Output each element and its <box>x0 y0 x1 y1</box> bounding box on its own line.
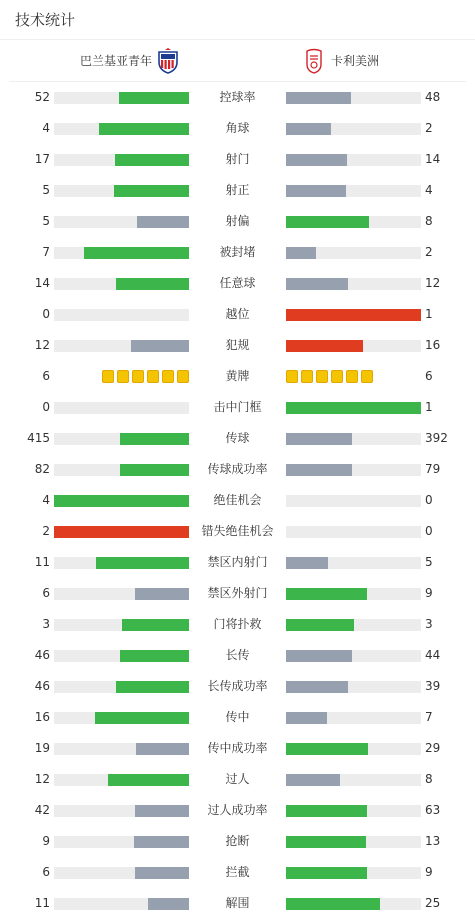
yellow-card-icon <box>177 370 189 383</box>
away-value: 63 <box>425 803 441 817</box>
home-bar <box>116 278 189 290</box>
stat-row <box>0 144 475 175</box>
home-bar <box>137 216 189 228</box>
yellow-card-icon <box>286 370 298 383</box>
away-bar-track <box>286 92 421 104</box>
away-value: 79 <box>425 462 441 476</box>
stat-row <box>0 299 475 330</box>
stat-label: 犯规 <box>225 338 250 352</box>
away-bar-track <box>286 805 421 817</box>
home-bar-track <box>54 340 189 352</box>
home-bar-track <box>54 836 189 848</box>
home-value: 42 <box>34 803 50 817</box>
away-value: 8 <box>425 214 433 228</box>
stat-label: 任意球 <box>219 276 256 290</box>
yellow-card-icon <box>331 370 343 383</box>
away-bar-track <box>286 681 421 693</box>
home-bar-track <box>54 185 189 197</box>
away-value: 48 <box>425 90 441 104</box>
away-bar-track <box>286 433 421 445</box>
yellow-card-icon <box>132 370 144 383</box>
stat-row <box>0 764 475 795</box>
home-value: 4 <box>42 493 50 507</box>
stat-label: 门将扑救 <box>213 617 262 631</box>
away-bar-track <box>286 216 421 228</box>
home-value: 6 <box>42 369 50 383</box>
stat-label: 传中 <box>225 710 250 724</box>
away-bar <box>286 309 421 321</box>
away-bar <box>286 712 327 724</box>
stat-label: 解围 <box>225 896 250 910</box>
away-bar-track <box>286 712 421 724</box>
away-bar-track <box>286 774 421 786</box>
home-bar <box>136 743 189 755</box>
away-bar-track <box>286 402 421 414</box>
home-bar-track <box>54 867 189 879</box>
home-value: 7 <box>42 245 50 259</box>
stat-row <box>0 361 475 392</box>
away-value: 5 <box>425 555 433 569</box>
home-bar-track <box>54 588 189 600</box>
home-bar <box>120 464 189 476</box>
home-value: 5 <box>42 183 50 197</box>
stat-row <box>0 175 475 206</box>
home-bar-track <box>54 402 189 414</box>
home-bar <box>135 867 189 879</box>
home-bar-track <box>54 898 189 910</box>
stat-row <box>0 857 475 888</box>
home-bar-track <box>54 92 189 104</box>
stat-label: 射偏 <box>225 214 250 228</box>
stat-row <box>0 795 475 826</box>
home-bar <box>115 154 189 166</box>
home-bar-track <box>54 216 189 228</box>
home-bar <box>120 650 189 662</box>
home-bar-track <box>54 433 189 445</box>
away-value: 1 <box>425 307 433 321</box>
stat-label: 过人成功率 <box>207 803 268 817</box>
away-bar <box>286 340 363 352</box>
away-bar-track <box>286 526 421 538</box>
stat-row <box>0 733 475 764</box>
home-value: 17 <box>34 152 50 166</box>
home-value: 14 <box>34 276 50 290</box>
away-value: 44 <box>425 648 441 662</box>
home-value: 16 <box>34 710 50 724</box>
away-bar-track <box>286 495 421 507</box>
home-team-crest-icon <box>157 48 179 74</box>
home-value: 9 <box>42 834 50 848</box>
home-bar-track <box>54 309 189 321</box>
away-bar-track <box>286 123 421 135</box>
home-bar <box>122 619 190 631</box>
stat-row <box>0 547 475 578</box>
away-value: 14 <box>425 152 441 166</box>
away-value: 392 <box>425 431 448 445</box>
stat-label: 传球成功率 <box>207 462 268 476</box>
home-bar-track <box>54 557 189 569</box>
away-bar <box>286 464 352 476</box>
stat-row <box>0 671 475 702</box>
away-bar <box>286 681 348 693</box>
away-bar <box>286 557 328 569</box>
home-bar-track <box>54 619 189 631</box>
stat-label: 错失绝佳机会 <box>201 524 274 538</box>
yellow-card-icon <box>162 370 174 383</box>
stat-row <box>0 516 475 547</box>
home-bar <box>135 588 189 600</box>
home-bar <box>96 557 189 569</box>
yellow-card-icon <box>102 370 114 383</box>
home-bar-track <box>54 495 189 507</box>
home-bar <box>116 681 189 693</box>
away-bar <box>286 123 331 135</box>
away-bar-track <box>286 309 421 321</box>
stat-label: 绝佳机会 <box>213 493 262 507</box>
home-bar-track <box>54 805 189 817</box>
stat-row <box>0 578 475 609</box>
stat-label: 被封堵 <box>219 245 256 259</box>
home-bar-track <box>54 123 189 135</box>
stat-label: 黄牌 <box>225 369 250 383</box>
home-bar-track <box>54 278 189 290</box>
home-bar <box>148 898 189 910</box>
home-bar-track <box>54 247 189 259</box>
away-value: 2 <box>425 121 433 135</box>
away-value: 1 <box>425 400 433 414</box>
away-bar <box>286 154 347 166</box>
stat-label: 控球率 <box>219 90 256 104</box>
away-bar-track <box>286 898 421 910</box>
stat-label: 禁区外射门 <box>207 586 268 600</box>
stat-row <box>0 206 475 237</box>
away-team-name: 卡利美洲 <box>331 54 380 68</box>
away-bar-track <box>286 247 421 259</box>
home-bar-track <box>54 743 189 755</box>
away-bar <box>286 92 351 104</box>
away-bar-track <box>286 557 421 569</box>
home-bar-track <box>54 650 189 662</box>
yellow-card-icon <box>147 370 159 383</box>
away-bar <box>286 867 367 879</box>
stat-row <box>0 268 475 299</box>
stat-row <box>0 485 475 516</box>
home-team-name: 巴兰基亚青年 <box>79 54 152 68</box>
home-team[interactable] <box>80 40 179 81</box>
away-value: 39 <box>425 679 441 693</box>
yellow-card-icon <box>117 370 129 383</box>
away-bar <box>286 774 340 786</box>
home-bar <box>54 495 189 507</box>
home-value: 52 <box>34 90 50 104</box>
away-bar <box>286 805 367 817</box>
away-bar <box>286 185 346 197</box>
team-header <box>9 40 466 82</box>
stat-label: 过人 <box>225 772 250 786</box>
home-value: 12 <box>34 338 50 352</box>
away-bar-track <box>286 650 421 662</box>
yellow-card-icon <box>361 370 373 383</box>
home-bar <box>99 123 189 135</box>
stat-row <box>0 237 475 268</box>
stat-row <box>0 330 475 361</box>
home-bar <box>135 805 189 817</box>
away-bar <box>286 619 354 631</box>
away-bar-track <box>286 588 421 600</box>
home-value: 0 <box>42 400 50 414</box>
away-value: 25 <box>425 896 441 910</box>
yellow-card-icon <box>301 370 313 383</box>
home-bar-track <box>54 681 189 693</box>
away-value: 13 <box>425 834 441 848</box>
away-bar-track <box>286 464 421 476</box>
home-bar-track <box>54 464 189 476</box>
home-value: 0 <box>42 307 50 321</box>
away-value: 4 <box>425 183 433 197</box>
home-value: 19 <box>34 741 50 755</box>
home-bar <box>95 712 189 724</box>
home-value: 6 <box>42 586 50 600</box>
home-bar <box>114 185 189 197</box>
home-bar <box>120 433 189 445</box>
home-bar <box>134 836 189 848</box>
away-team-crest-icon <box>303 48 325 74</box>
home-bar <box>84 247 189 259</box>
away-value: 12 <box>425 276 441 290</box>
away-bar-track <box>286 867 421 879</box>
home-value: 11 <box>34 896 50 910</box>
away-value: 0 <box>425 524 433 538</box>
away-bar <box>286 588 367 600</box>
away-value: 8 <box>425 772 433 786</box>
home-value: 12 <box>34 772 50 786</box>
away-bar <box>286 402 421 414</box>
stat-label: 长传成功率 <box>207 679 268 693</box>
home-bar <box>131 340 189 352</box>
home-value: 46 <box>34 679 50 693</box>
stat-label: 抢断 <box>225 834 250 848</box>
home-value: 2 <box>42 524 50 538</box>
away-yellow-cards <box>286 370 373 383</box>
home-value: 3 <box>42 617 50 631</box>
home-bar <box>108 774 189 786</box>
away-bar-track <box>286 340 421 352</box>
yellow-card-icon <box>346 370 358 383</box>
away-value: 9 <box>425 865 433 879</box>
away-bar-track <box>286 185 421 197</box>
away-bar-track <box>286 278 421 290</box>
stat-label: 射门 <box>225 152 250 166</box>
home-value: 4 <box>42 121 50 135</box>
away-bar <box>286 650 352 662</box>
away-value: 0 <box>425 493 433 507</box>
away-value: 7 <box>425 710 433 724</box>
stat-row <box>0 454 475 485</box>
stat-label: 角球 <box>225 121 250 135</box>
stat-label: 越位 <box>225 307 250 321</box>
stats-header <box>0 0 475 40</box>
away-bar <box>286 247 316 259</box>
away-value: 9 <box>425 586 433 600</box>
away-bar <box>286 836 366 848</box>
stat-label: 禁区内射门 <box>207 555 268 569</box>
stat-label: 传球 <box>225 431 250 445</box>
stat-row <box>0 640 475 671</box>
home-bar-track <box>54 712 189 724</box>
home-value: 6 <box>42 865 50 879</box>
stat-row <box>0 82 475 113</box>
stat-row <box>0 423 475 454</box>
away-bar <box>286 216 369 228</box>
away-value: 6 <box>425 369 433 383</box>
stat-label: 击中门框 <box>213 400 262 414</box>
stat-row <box>0 702 475 733</box>
stat-label: 长传 <box>225 648 250 662</box>
away-value: 29 <box>425 741 441 755</box>
stats-list <box>0 82 475 919</box>
home-value: 5 <box>42 214 50 228</box>
home-value: 46 <box>34 648 50 662</box>
stat-label: 传中成功率 <box>207 741 268 755</box>
home-yellow-cards <box>102 370 189 383</box>
away-value: 2 <box>425 245 433 259</box>
away-team[interactable] <box>303 40 379 81</box>
home-bar-track <box>54 774 189 786</box>
stat-label: 射正 <box>225 183 250 197</box>
home-value: 11 <box>34 555 50 569</box>
stat-label: 拦截 <box>225 865 250 879</box>
home-bar <box>54 526 189 538</box>
away-bar-track <box>286 743 421 755</box>
home-bar <box>119 92 189 104</box>
away-value: 16 <box>425 338 441 352</box>
home-value: 415 <box>27 431 50 445</box>
yellow-card-icon <box>316 370 328 383</box>
away-bar-track <box>286 619 421 631</box>
home-bar-track <box>54 154 189 166</box>
stat-row <box>0 392 475 423</box>
away-bar <box>286 433 352 445</box>
away-bar <box>286 898 380 910</box>
away-value: 3 <box>425 617 433 631</box>
home-value: 82 <box>34 462 50 476</box>
stat-row <box>0 826 475 857</box>
away-bar <box>286 278 348 290</box>
away-bar-track <box>286 836 421 848</box>
stat-row <box>0 113 475 144</box>
away-bar <box>286 743 368 755</box>
page-title: 技术统计 <box>15 11 76 29</box>
home-bar-track <box>54 526 189 538</box>
stat-row <box>0 888 475 919</box>
stat-row <box>0 609 475 640</box>
away-bar-track <box>286 154 421 166</box>
